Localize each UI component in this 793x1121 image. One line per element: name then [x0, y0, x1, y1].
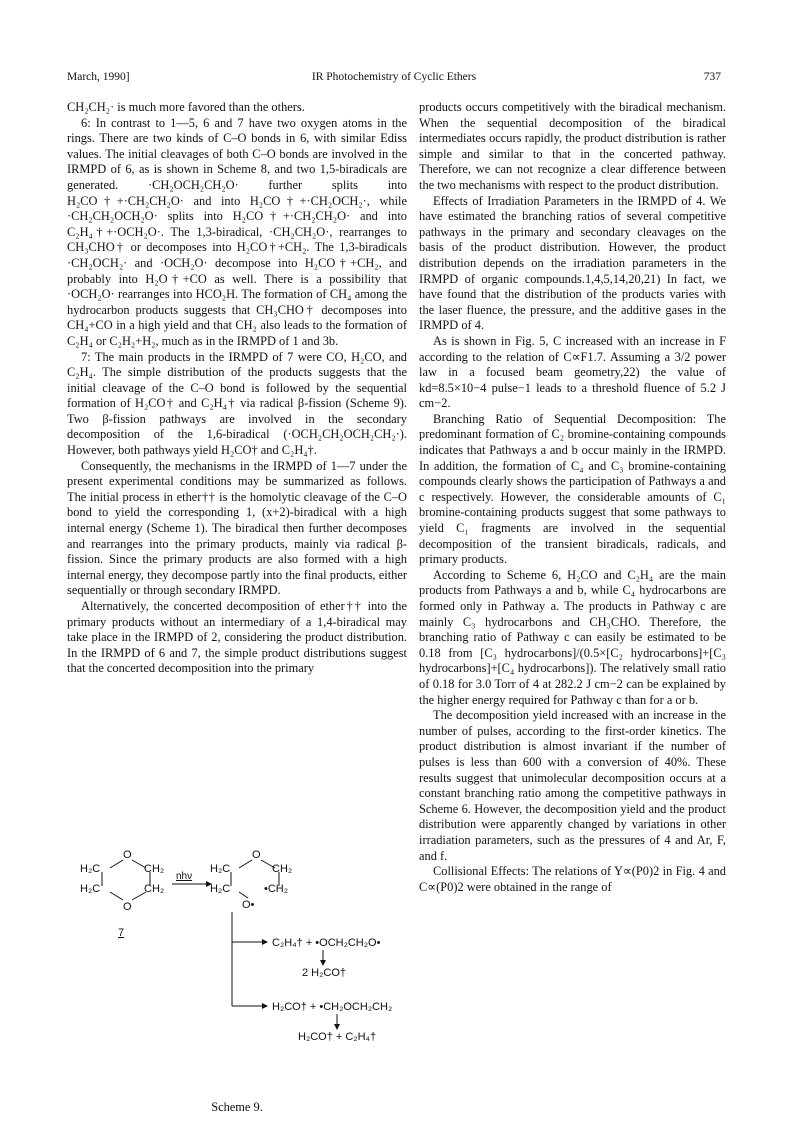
branch2-next: H₂CO† + C₂H₄† [298, 1031, 377, 1043]
ring-atom: H₂C [80, 863, 101, 875]
left-column [67, 100, 407, 677]
running-header [67, 71, 721, 87]
paragraph: Consequently, the mechanisms in the IRMPD of 1—7 under the present experimental conditions may be summarized as follows. The initial process in ether†† is the homolytic cleavage of the C–O bond to yield the corresponding 1, (x+2)-biradical with a high internal energy (Scheme 1). The biradical then further decomposes and rearranges into the primary products, mainly via radical β-fission. Since the primary products are also formed with a high internal energy, they decompose partly into the final products, either sequentially or through secondary IRMPD. [67, 458, 407, 598]
ring-atom: CH₂ [144, 883, 165, 895]
paragraph: As is shown in Fig. 5, C increased with an increase in F according to the relation of C∝F1.7. Assuming a 3/2 power law in a focused beam geometry,22) the value of kd=8.5×10−4 pulse−1 leads to a threshold fluence of 5.2 J cm−2. [419, 333, 726, 411]
ring-atom: CH₂ [144, 863, 165, 875]
header-date: March, 1990] [67, 71, 130, 83]
page-number: 737 [703, 71, 721, 83]
biradical-atom: H₂C [210, 863, 231, 875]
scheme-9-diagram [80, 848, 410, 1118]
arrow-label: nhν [176, 871, 193, 882]
biradical-atom: CH₂ [272, 863, 293, 875]
paragraph: Effects of Irradiation Parameters in the IRMPD of 4. We have estimated the branching ratios of several competitive pathways in the primary and secondary cleavages on the basis of the product distribution. However, the product distribution depends on the irradiation parameters in the IRMPD of organic compounds.1,4,5,14,20,21) In fact, we have found that the distribution of the products varies with the laser fluence, the pressure, and the additive gases in the IRMPD of 4. [419, 193, 726, 333]
arrow-head [334, 1024, 340, 1030]
paragraph: Alternatively, the concerted decomposition of ether†† into the primary products without an intermediary of a 1,4-biradical may take place in the IRMPD of 2, considering the product distribution. In the IRMPD of 6 and 7, the simple product distributions suggest that the concerted decomposition into the primary [67, 599, 407, 676]
scheme-caption: Scheme 9. [211, 1100, 263, 1114]
paragraph: Branching Ratio of Sequential Decomposition: The predominant formation of C₂ bromine-containing compounds indicates that Pathways a and b occur mainly in the IRMPD. In addition, the formation of C₄ and C₃ bromine-containing compounds clearly shows the participation of Pathways a and c respectively. However, the considerable amounts of C₁ bromine-containing products suggest that some pathways to yield C₁ fragments are involved in the sequential decomposition of the transient biradicals, radicals, and primary products. [419, 411, 726, 567]
biradical-atom: •CH₂ [264, 883, 289, 895]
paragraph: The decomposition yield increased with an increase in the number of pulses, according to the first-order kinetics. The product distribution is almost invariant if the number of pulses is less than 600 with a conversion of 40%. These results suggest that unimolecular decomposition occurs at a constant branching ratio among the competitive pathways in Scheme 6. However, the decomposition yield and the product distribution were apparently changed by variations in other irradiation parameters, such as the pressures of 4 and Ar, F, and f. [419, 708, 726, 863]
ring-atom: H₂C [80, 883, 101, 895]
paragraph: products occurs competitively with the biradical mechanism. When the sequential decomposition of the biradical intermediates occurs rapidly, the product distribution is rather simple and similar to that in the concerted pathway. Therefore, we can not recognize a clear difference between the two mechanisms with respect to the product distribution. [419, 100, 726, 192]
arrow-head [262, 939, 268, 945]
branch1-products: C₂H₄† + •OCH₂CH₂O• [272, 937, 381, 949]
branch2-products: H₂CO† + •CH₂OCH₂CH₂ [272, 1001, 393, 1013]
paragraph: Collisional Effects: The relations of Y∝(P0)2 in Fig. 4 and C∝(P0)2 were obtained in the range of [419, 864, 726, 894]
biradical-atom: O• [242, 899, 255, 911]
paragraph: According to Scheme 6, H₂CO and C₂H₄ are the main products from Pathways a and b, while C₄ hydrocarbons are formed only in Pathway a. The products in Pathway c are mainly C₃ hydrocarbons and CH₃CHO. Therefore, the branching ratio of Pathway c can easily be estimated to be 0.18 from [C₃ hydrocarbons]/(0.5×[C₂ hydrocarbons]+[C₃ hydrocarbons]+[C₄ hydrocarbons]). The relatively small ratio of 0.18 for 3.0 Torr of 4 at 282.2 J cm−2 can be explained by the higher energy required for Pathway c than for a or b. [419, 567, 726, 707]
dioxane-ring [102, 860, 150, 900]
arrow-head [320, 960, 326, 966]
paragraph: 6: In contrast to 1—5, 6 and 7 have two oxygen atoms in the rings. There are two kinds of C–O bonds in 6, with similar Ediss values. The initial cleavages of both C–O bonds are involved in the IRMPD of 6, as is shown in Scheme 8, and two 1,5-biradicals are generated. ·CH₂OCH₂CH₂O· further splits into H₂CO†+·CH₂CH₂O· and into H₂CO†+·CH₂OCH₂·, while ·CH₂CH₂OCH₂O· splits into H₂CO†+·CH₂CH₂O· and into C₂H₄†+·OCH₂O·. The 1,3-biradical, ·CH₂CH₂O·, rearranges to CH₃CHO† or decomposes into H₂CO†+CH₂. The 1,3-biradicals ·CH₂OCH₂· and ·OCH₂O· decompose into H₂CO†+CH₂, and probably into H₂O†+CO as well. There is a possibility that ·OCH₂O· rearranges into HCO₂H. The formation of CH₄ among the hydrocarbon products suggests that CH₃CHO† decomposes into CH₄+CO in a high yield and that CH₂ also leads to the formation of C₂H₄ or C₂H₂+H₂, much as in the IRMPD of 1 and 3b. [67, 115, 407, 348]
compound-label: 7 [118, 927, 125, 939]
paragraph: 7: The main products in the IRMPD of 7 were CO, H₂CO, and C₂H₄. The simple distribution of the products suggests that the initial cleavage of the C–O bond is followed by the sequential formation of H₂CO† and C₂H₄† via radical β-fission (Scheme 9). Two β-fission pathways are involved in the secondary decomposition of the 1,6-biradical (·OCH₂CH₂OCH₂CH₂·). However, both pathways yield H₂CO† and C₂H₄†. [67, 349, 407, 458]
ring-oxygen-bottom: O [123, 901, 132, 913]
right-column [419, 100, 726, 895]
biradical-atom: O [252, 849, 261, 861]
ring-oxygen-top: O [123, 849, 132, 861]
paragraph: CH₂CH₂· is much more favored than the others. [67, 100, 305, 114]
branch1-next: 2 H₂CO† [302, 967, 347, 979]
arrow-head [262, 1003, 268, 1009]
biradical-atom: H₂C [210, 883, 231, 895]
branch-lines [232, 912, 262, 1006]
header-title: IR Photochemistry of Cyclic Ethers [311, 71, 477, 83]
